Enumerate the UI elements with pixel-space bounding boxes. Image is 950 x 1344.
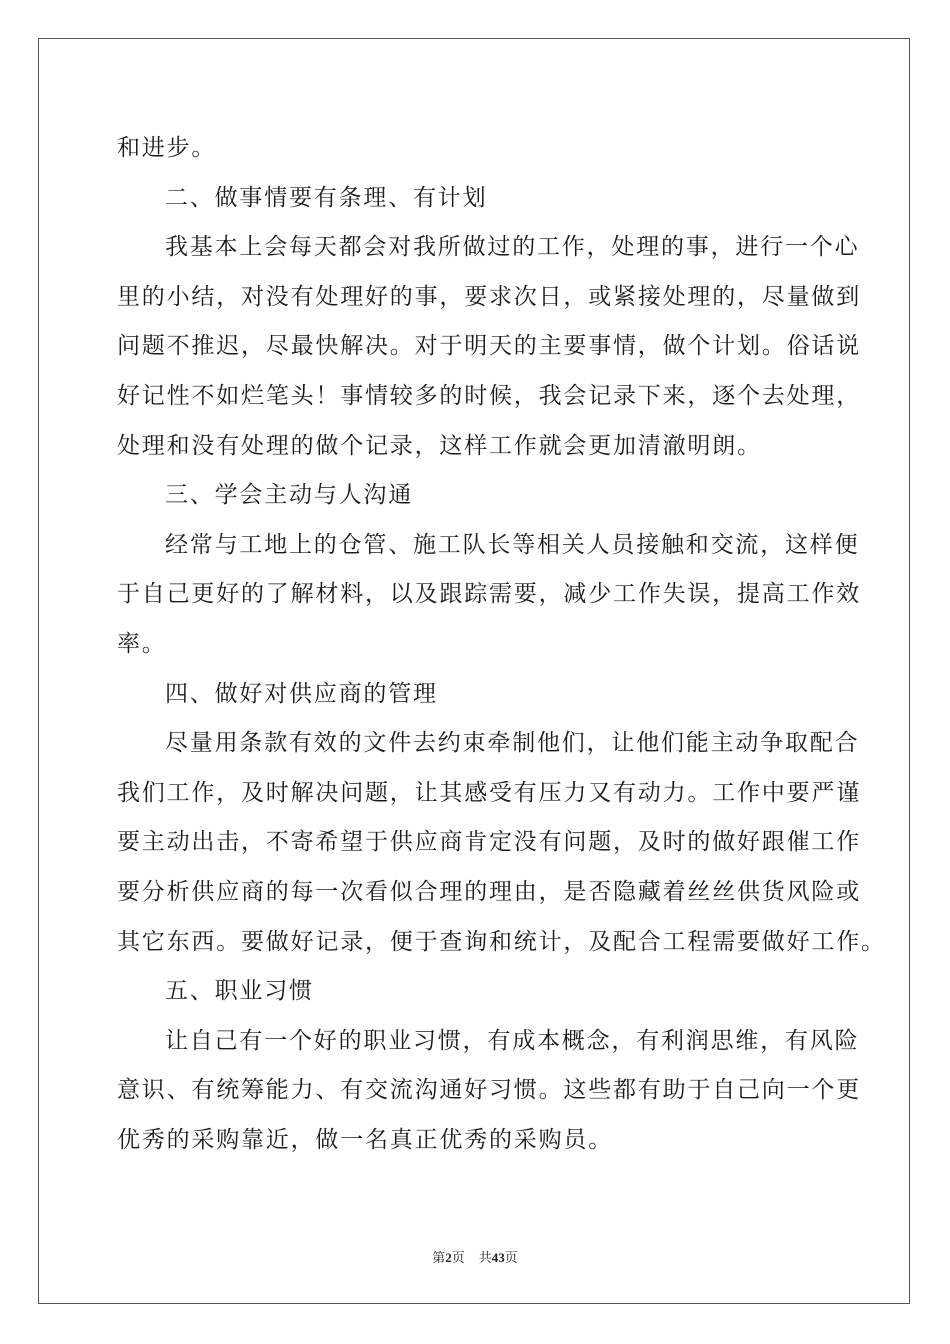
footer-page-unit: 页: [451, 1250, 465, 1265]
text-line: 四、做好对供应商的管理: [165, 680, 438, 707]
text-line: 要分析供应商的每一次看似合理的理由，是否隐藏着丝丝供货风险或: [117, 878, 861, 905]
text-line: 我基本上会每天都会对我所做过的工作，处理的事，进行一个心: [165, 234, 860, 261]
page-footer: [0, 1247, 950, 1266]
document-body: [117, 124, 886, 1165]
text-line: 于自己更好的了解材料，以及跟踪需要，减少工作失误，提高工作效: [117, 581, 861, 608]
text-line: 二、做事情要有条理、有计划: [165, 184, 488, 211]
text-line: 要主动出击，不寄希望于供应商肯定没有问题，及时的做好跟催工作: [117, 829, 861, 856]
text-line: 三、学会主动与人沟通: [165, 482, 413, 509]
text-line: 我们工作，及时解决问题，让其感受有压力又有动力。工作中要严谨: [117, 779, 861, 806]
text-line: 意识、有统筹能力、有交流沟通好习惯。这些都有助于自己向一个更: [117, 1077, 861, 1104]
text-line: 让自己有一个好的职业习惯，有成本概念，有利润思维，有风险: [165, 1027, 860, 1054]
text-line: 好记性不如烂笔头！事情较多的时候，我会记录下来，逐个去处理，: [117, 382, 861, 409]
footer-page-prefix: 第: [432, 1250, 446, 1265]
footer-total-prefix: 共: [478, 1250, 492, 1265]
text-line: 和进步。: [117, 135, 217, 161]
text-line: 问题不推迟，尽最快解决。对于明天的主要事情，做个计划。俗话说: [117, 333, 861, 360]
text-line: 率。: [117, 630, 167, 657]
text-line: 处理和没有处理的做个记录，这样工作就会更加清澈明朗。: [117, 432, 762, 459]
footer-total-unit: 页: [504, 1250, 518, 1265]
text-line: 尽量用条款有效的文件去约束牵制他们，让他们能主动争取配合: [165, 730, 860, 757]
footer-page-number: 2: [445, 1250, 452, 1265]
text-line: 优秀的采购靠近，做一名真正优秀的采购员。: [117, 1126, 613, 1153]
text-line: 经常与工地上的仓管、施工队长等相关人员接触和交流，这样便: [165, 531, 860, 558]
footer-total-pages: 43: [491, 1250, 505, 1265]
text-line: 其它东西。要做好记录，便于查询和统计，及配合工程需要做好工作。: [117, 928, 886, 955]
text-line: 五、职业习惯: [165, 978, 314, 1005]
text-line: 里的小结，对没有处理好的事，要求次日，或紧接处理的，尽量做到: [117, 283, 861, 310]
